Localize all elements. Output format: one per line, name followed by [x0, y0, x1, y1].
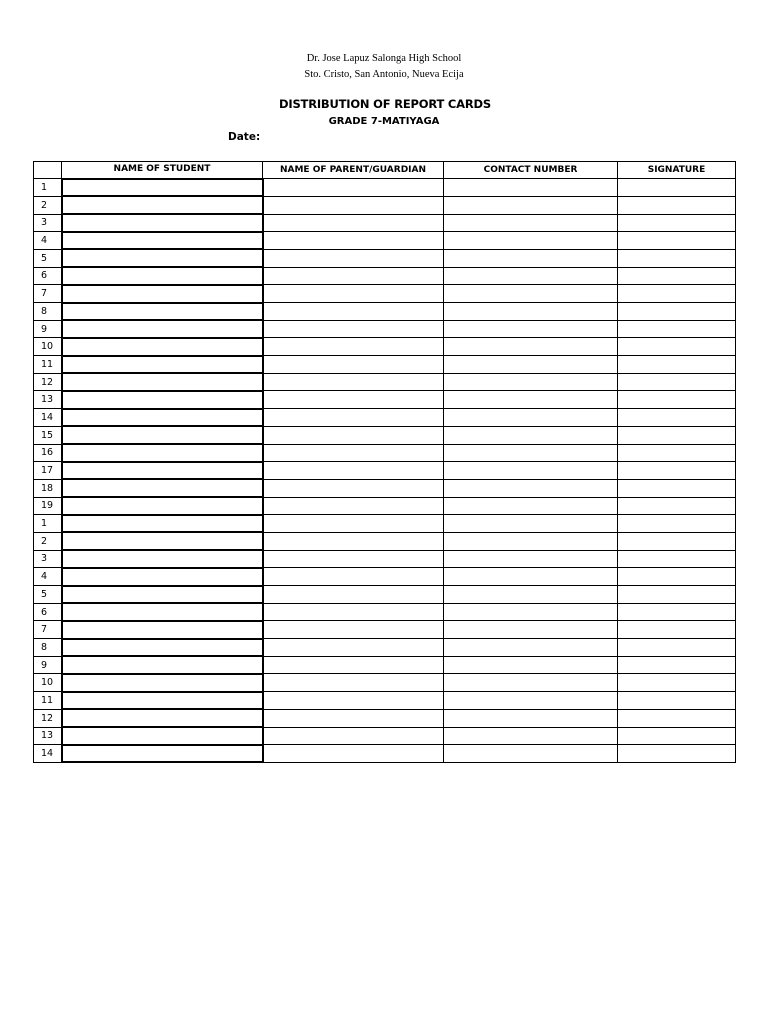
signature-cell[interactable]	[618, 656, 736, 674]
signature-cell[interactable]	[618, 586, 736, 604]
signature-cell[interactable]	[618, 709, 736, 727]
parent-name-cell[interactable]	[263, 409, 444, 427]
student-name-cell[interactable]	[62, 462, 263, 480]
student-name-cell[interactable]	[62, 196, 263, 214]
student-name-cell[interactable]	[62, 409, 263, 427]
table-row	[34, 639, 736, 657]
table-row	[34, 621, 736, 639]
signature-cell[interactable]	[618, 196, 736, 214]
row-number: 9	[34, 656, 62, 674]
parent-name-cell[interactable]	[263, 568, 444, 586]
row-number: 13	[34, 391, 62, 409]
parent-name-cell[interactable]	[263, 373, 444, 391]
table-row	[34, 479, 736, 497]
row-number: 7	[34, 621, 62, 639]
signature-cell[interactable]	[618, 568, 736, 586]
parent-name-cell[interactable]	[263, 692, 444, 710]
signature-cell[interactable]	[618, 320, 736, 338]
parent-name-cell[interactable]	[263, 745, 444, 763]
school-address: Sto. Cristo, San Antonio, Nueva Ecija	[304, 69, 464, 80]
column-header-number	[34, 162, 62, 179]
signature-cell[interactable]	[618, 745, 736, 763]
row-number: 19	[34, 497, 62, 515]
row-number: 5	[34, 586, 62, 604]
contact-number-cell[interactable]	[444, 550, 618, 568]
row-number: 3	[34, 550, 62, 568]
signature-cell[interactable]	[618, 674, 736, 692]
contact-number-cell[interactable]	[444, 462, 618, 480]
table-row	[34, 586, 736, 604]
student-name-cell[interactable]	[62, 532, 263, 550]
row-number: 2	[34, 532, 62, 550]
contact-number-cell[interactable]	[444, 232, 618, 250]
row-number: 14	[34, 409, 62, 427]
parent-name-cell[interactable]	[263, 532, 444, 550]
signature-cell[interactable]	[618, 515, 736, 533]
signature-cell[interactable]	[618, 356, 736, 374]
row-number: 11	[34, 356, 62, 374]
contact-number-cell[interactable]	[444, 303, 618, 321]
table-row	[34, 179, 736, 197]
row-number: 6	[34, 603, 62, 621]
row-number: 18	[34, 479, 62, 497]
student-name-cell[interactable]	[62, 568, 263, 586]
row-number: 1	[34, 179, 62, 197]
parent-name-cell[interactable]	[263, 621, 444, 639]
date-label: Date:	[228, 131, 261, 143]
column-header-student: NAME OF STUDENT	[62, 162, 263, 179]
parent-name-cell[interactable]	[263, 249, 444, 267]
distribution-table	[33, 161, 736, 763]
signature-cell[interactable]	[618, 639, 736, 657]
parent-name-cell[interactable]	[263, 603, 444, 621]
contact-number-cell[interactable]	[444, 639, 618, 657]
parent-name-cell[interactable]	[263, 444, 444, 462]
table-row	[34, 444, 736, 462]
student-name-cell[interactable]	[62, 285, 263, 303]
signature-cell[interactable]	[618, 727, 736, 745]
signature-cell[interactable]	[618, 214, 736, 232]
school-name: Dr. Jose Lapuz Salonga High School	[306, 53, 462, 64]
student-name-cell[interactable]	[62, 249, 263, 267]
contact-number-cell[interactable]	[444, 426, 618, 444]
row-number: 6	[34, 267, 62, 285]
signature-cell[interactable]	[618, 497, 736, 515]
parent-name-cell[interactable]	[263, 709, 444, 727]
row-number: 15	[34, 426, 62, 444]
row-number: 12	[34, 709, 62, 727]
contact-number-cell[interactable]	[444, 479, 618, 497]
parent-name-cell[interactable]	[263, 285, 444, 303]
column-header-signature: SIGNATURE	[618, 162, 736, 179]
contact-number-cell[interactable]	[444, 285, 618, 303]
row-number: 14	[34, 745, 62, 763]
contact-number-cell[interactable]	[444, 674, 618, 692]
table-row	[34, 550, 736, 568]
table-row	[34, 745, 736, 763]
table-row	[34, 303, 736, 321]
signature-cell[interactable]	[618, 692, 736, 710]
student-name-cell[interactable]	[62, 586, 263, 604]
table-row	[34, 426, 736, 444]
student-name-cell[interactable]	[62, 373, 263, 391]
parent-name-cell[interactable]	[263, 479, 444, 497]
parent-name-cell[interactable]	[263, 497, 444, 515]
row-number: 4	[34, 568, 62, 586]
parent-name-cell[interactable]	[263, 656, 444, 674]
student-name-cell[interactable]	[62, 656, 263, 674]
table-row	[34, 373, 736, 391]
table-row	[34, 656, 736, 674]
column-header-contact: CONTACT NUMBER	[444, 162, 618, 179]
parent-name-cell[interactable]	[263, 391, 444, 409]
parent-name-cell[interactable]	[263, 586, 444, 604]
parent-name-cell[interactable]	[263, 639, 444, 657]
contact-number-cell[interactable]	[444, 409, 618, 427]
parent-name-cell[interactable]	[263, 426, 444, 444]
contact-number-cell[interactable]	[444, 373, 618, 391]
signature-cell[interactable]	[618, 267, 736, 285]
contact-number-cell[interactable]	[444, 249, 618, 267]
parent-name-cell[interactable]	[263, 267, 444, 285]
contact-number-cell[interactable]	[444, 497, 618, 515]
table-row	[34, 320, 736, 338]
parent-name-cell[interactable]	[263, 727, 444, 745]
student-name-cell[interactable]	[62, 444, 263, 462]
table-row	[34, 285, 736, 303]
contact-number-cell[interactable]	[444, 656, 618, 674]
column-header-parent: NAME OF PARENT/GUARDIAN	[263, 162, 444, 179]
contact-number-cell[interactable]	[444, 709, 618, 727]
row-number: 13	[34, 727, 62, 745]
parent-name-cell[interactable]	[263, 338, 444, 356]
row-number: 17	[34, 462, 62, 480]
row-number: 4	[34, 232, 62, 250]
row-number: 2	[34, 196, 62, 214]
table-row	[34, 462, 736, 480]
parent-name-cell[interactable]	[263, 179, 444, 197]
contact-number-cell[interactable]	[444, 692, 618, 710]
table-row	[34, 232, 736, 250]
row-number: 9	[34, 320, 62, 338]
table-row	[34, 497, 736, 515]
student-name-cell[interactable]	[62, 179, 263, 197]
row-number: 8	[34, 303, 62, 321]
row-number: 3	[34, 214, 62, 232]
contact-number-cell[interactable]	[444, 196, 618, 214]
student-name-cell[interactable]	[62, 232, 263, 250]
parent-name-cell[interactable]	[263, 550, 444, 568]
student-name-cell[interactable]	[62, 709, 263, 727]
table-row	[34, 391, 736, 409]
parent-name-cell[interactable]	[263, 196, 444, 214]
signature-cell[interactable]	[618, 444, 736, 462]
row-number: 8	[34, 639, 62, 657]
signature-cell[interactable]	[618, 303, 736, 321]
contact-number-cell[interactable]	[444, 603, 618, 621]
parent-name-cell[interactable]	[263, 515, 444, 533]
student-name-cell[interactable]	[62, 320, 263, 338]
student-name-cell[interactable]	[62, 745, 263, 763]
contact-number-cell[interactable]	[444, 515, 618, 533]
document-subtitle: GRADE 7-MATIYAGA	[328, 116, 440, 127]
parent-name-cell[interactable]	[263, 320, 444, 338]
parent-name-cell[interactable]	[263, 214, 444, 232]
contact-number-cell[interactable]	[444, 214, 618, 232]
row-number: 10	[34, 674, 62, 692]
student-name-cell[interactable]	[62, 639, 263, 657]
table-row	[34, 692, 736, 710]
signature-cell[interactable]	[618, 621, 736, 639]
signature-cell[interactable]	[618, 249, 736, 267]
contact-number-cell[interactable]	[444, 444, 618, 462]
signature-cell[interactable]	[618, 550, 736, 568]
signature-cell[interactable]	[618, 603, 736, 621]
table-header-row	[34, 162, 736, 179]
contact-number-cell[interactable]	[444, 621, 618, 639]
signature-cell[interactable]	[618, 232, 736, 250]
student-name-cell[interactable]	[62, 727, 263, 745]
student-name-cell[interactable]	[62, 214, 263, 232]
signature-cell[interactable]	[618, 285, 736, 303]
table-row	[34, 532, 736, 550]
student-name-cell[interactable]	[62, 356, 263, 374]
contact-number-cell[interactable]	[444, 532, 618, 550]
table-row	[34, 568, 736, 586]
table-row	[34, 196, 736, 214]
contact-number-cell[interactable]	[444, 338, 618, 356]
table-row	[34, 603, 736, 621]
parent-name-cell[interactable]	[263, 356, 444, 374]
table-row	[34, 267, 736, 285]
student-name-cell[interactable]	[62, 603, 263, 621]
table-row	[34, 709, 736, 727]
table-body	[34, 179, 736, 763]
signature-cell[interactable]	[618, 373, 736, 391]
contact-number-cell[interactable]	[444, 356, 618, 374]
signature-cell[interactable]	[618, 409, 736, 427]
signature-cell[interactable]	[618, 479, 736, 497]
row-number: 5	[34, 249, 62, 267]
student-name-cell[interactable]	[62, 267, 263, 285]
row-number: 11	[34, 692, 62, 710]
contact-number-cell[interactable]	[444, 179, 618, 197]
contact-number-cell[interactable]	[444, 727, 618, 745]
student-name-cell[interactable]	[62, 479, 263, 497]
student-name-cell[interactable]	[62, 621, 263, 639]
table-row	[34, 214, 736, 232]
signature-cell[interactable]	[618, 179, 736, 197]
signature-cell[interactable]	[618, 426, 736, 444]
signature-cell[interactable]	[618, 391, 736, 409]
row-number: 10	[34, 338, 62, 356]
parent-name-cell[interactable]	[263, 303, 444, 321]
row-number: 1	[34, 515, 62, 533]
contact-number-cell[interactable]	[444, 586, 618, 604]
student-name-cell[interactable]	[62, 674, 263, 692]
student-name-cell[interactable]	[62, 303, 263, 321]
student-name-cell[interactable]	[62, 497, 263, 515]
student-name-cell[interactable]	[62, 515, 263, 533]
document-title: DISTRIBUTION OF REPORT CARDS	[279, 97, 491, 111]
contact-number-cell[interactable]	[444, 320, 618, 338]
table-row	[34, 409, 736, 427]
contact-number-cell[interactable]	[444, 391, 618, 409]
row-number: 12	[34, 373, 62, 391]
contact-number-cell[interactable]	[444, 267, 618, 285]
table-row	[34, 249, 736, 267]
table-row	[34, 674, 736, 692]
signature-cell[interactable]	[618, 338, 736, 356]
student-name-cell[interactable]	[62, 338, 263, 356]
contact-number-cell[interactable]	[444, 568, 618, 586]
parent-name-cell[interactable]	[263, 674, 444, 692]
table-row	[34, 727, 736, 745]
student-name-cell[interactable]	[62, 692, 263, 710]
contact-number-cell[interactable]	[444, 745, 618, 763]
row-number: 16	[34, 444, 62, 462]
table-row	[34, 515, 736, 533]
parent-name-cell[interactable]	[263, 232, 444, 250]
table-row	[34, 356, 736, 374]
signature-cell[interactable]	[618, 462, 736, 480]
student-name-cell[interactable]	[62, 391, 263, 409]
student-name-cell[interactable]	[62, 426, 263, 444]
signature-cell[interactable]	[618, 532, 736, 550]
student-name-cell[interactable]	[62, 550, 263, 568]
parent-name-cell[interactable]	[263, 462, 444, 480]
table-row	[34, 338, 736, 356]
row-number: 7	[34, 285, 62, 303]
